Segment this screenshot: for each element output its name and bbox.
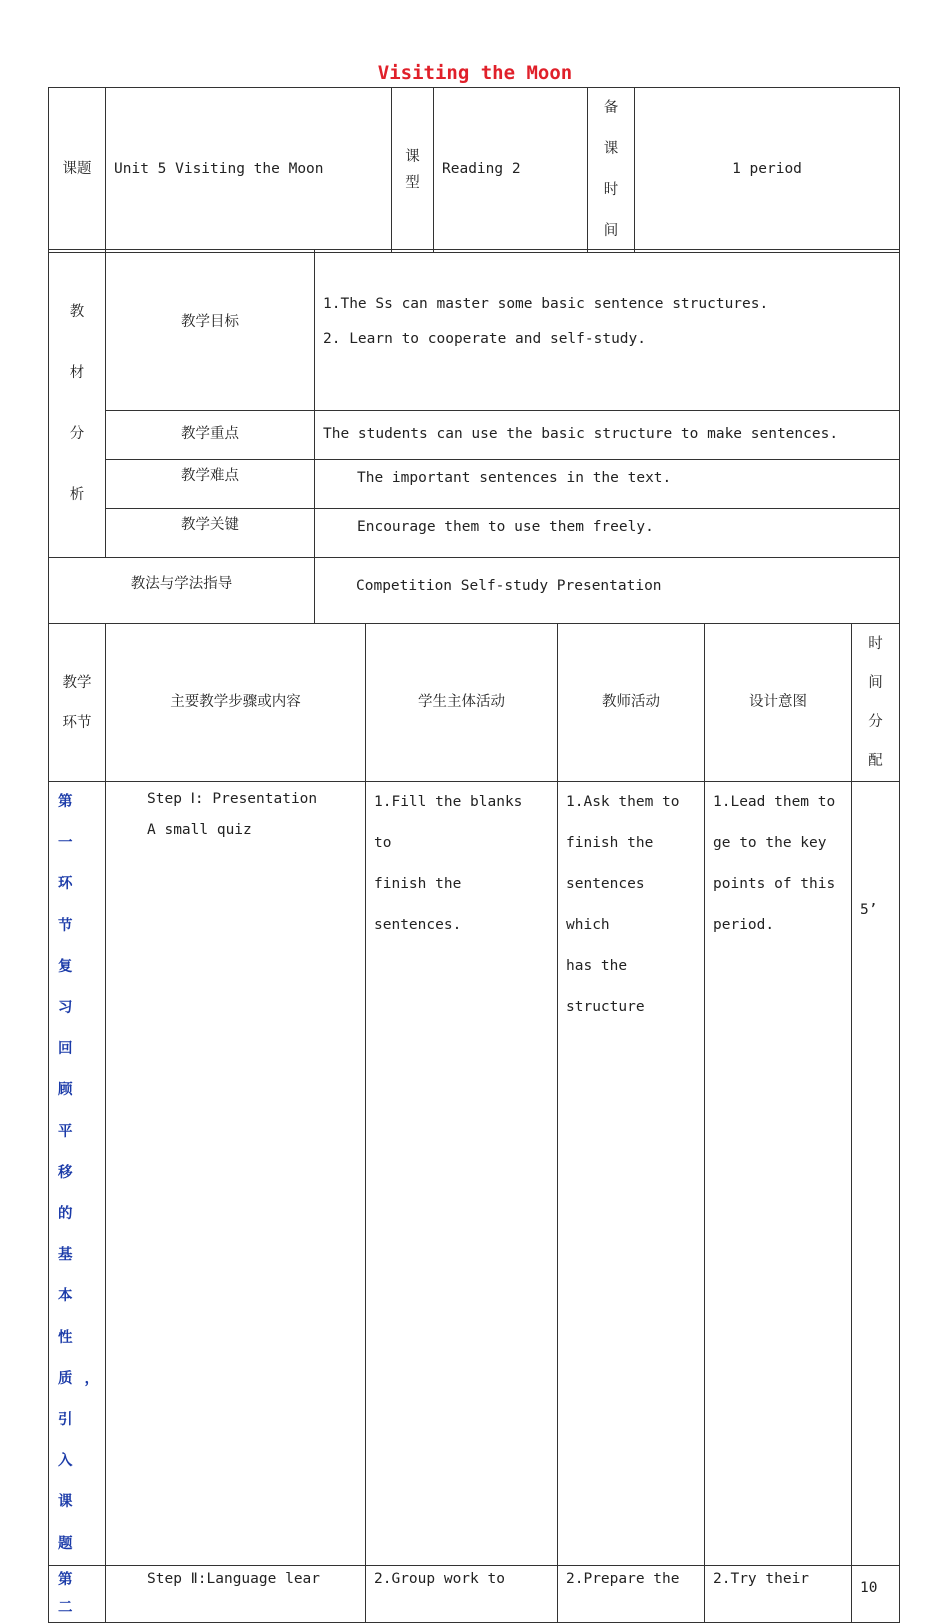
design-line: period. xyxy=(713,917,775,933)
stage-header-text: 教学环节 xyxy=(62,674,92,731)
type-label xyxy=(392,88,434,253)
difficulty-label: 教学难点 xyxy=(106,460,315,509)
prep-label-text: 备 课 时 间 xyxy=(603,100,619,239)
stage-line: 平移 xyxy=(58,1123,85,1181)
time-header xyxy=(852,624,900,782)
stage-line: 第二 xyxy=(58,1571,85,1616)
document-title: Visiting the Moon xyxy=(377,62,573,84)
design-cell-1 xyxy=(705,782,852,1566)
stage-cell-2 xyxy=(49,1565,106,1622)
design-line: points of this xyxy=(713,876,836,892)
student-line: finish the xyxy=(374,876,462,892)
teacher-cell-1 xyxy=(558,782,705,1566)
goals-label: 教学目标 xyxy=(106,250,315,411)
topic-value: Unit 5 Visiting the Moon xyxy=(106,88,392,253)
stage-line: 复习 xyxy=(58,958,85,1017)
stage-line: 环节 xyxy=(58,876,85,934)
teacher-line: finish the xyxy=(566,835,654,851)
student-line: 1.Fill the blanks to xyxy=(374,794,523,851)
stage-line: 质， xyxy=(58,1370,111,1387)
goal-1: 1.The Ss can master some basic sentence structures. xyxy=(323,296,769,312)
difficulty-value: The important sentences in the text. xyxy=(315,460,900,509)
header-table xyxy=(48,87,900,253)
analysis-table xyxy=(48,249,900,558)
methods-value: Competition Self-study Presentation xyxy=(315,558,900,624)
time-cell-1: 5’ xyxy=(852,782,900,1566)
steps-cell-1 xyxy=(106,782,366,1566)
crux-value: Encourage them to use them freely. xyxy=(315,509,900,558)
teacher-line: structure xyxy=(566,999,645,1015)
design-line: 1.Lead them to xyxy=(713,794,836,810)
student-cell-1 xyxy=(366,782,558,1566)
key-label: 教学重点 xyxy=(106,411,315,460)
steps-cell-2: Step Ⅱ:Language lear xyxy=(106,1565,366,1622)
design-cell-2: 2.Try their xyxy=(705,1565,852,1622)
teacher-line: has the xyxy=(566,958,628,974)
student-header: 学生主体活动 xyxy=(366,624,558,782)
design-header: 设计意图 xyxy=(705,624,852,782)
step-line: Step Ⅰ: Presentation xyxy=(147,791,318,807)
type-value: Reading 2 xyxy=(434,88,588,253)
student-line: sentences. xyxy=(374,917,462,933)
table-row xyxy=(49,782,900,1566)
stage-line: 回顾 xyxy=(58,1041,85,1099)
prep-value: 1 period xyxy=(635,88,900,253)
steps-header: 主要教学步骤或内容 xyxy=(106,624,366,782)
methods-table xyxy=(48,557,900,624)
student-cell-2: 2.Group work to xyxy=(366,1565,558,1622)
time-header-text: 时 间 分 配 xyxy=(868,635,883,769)
analysis-label-text: 教 材 分 析 xyxy=(69,303,85,503)
step-line: A small quiz xyxy=(147,822,252,838)
stage-header xyxy=(49,624,106,782)
stage-line: 课题 xyxy=(58,1494,85,1552)
teacher-line: 1.Ask them to xyxy=(566,794,680,810)
crux-label: 教学关键 xyxy=(106,509,315,558)
topic-label: 课题 xyxy=(49,88,106,253)
analysis-label xyxy=(49,250,106,558)
prep-label xyxy=(588,88,635,253)
stage-line: 本性 xyxy=(58,1288,85,1346)
goals-value xyxy=(315,250,900,411)
goal-2: 2. Learn to cooperate and self-study. xyxy=(323,331,647,348)
teacher-cell-2: 2.Prepare the xyxy=(558,1565,705,1622)
type-label-text: 课 型 xyxy=(405,149,420,191)
stage-line: 引入 xyxy=(58,1412,85,1470)
stage-line: 第一 xyxy=(58,794,85,852)
key-value: The students can use the basic structure to make sentences. xyxy=(315,411,900,460)
table-row xyxy=(49,1565,900,1622)
process-table xyxy=(48,623,900,1623)
time-cell-2: 10 xyxy=(852,1565,900,1622)
stage-cell-1 xyxy=(49,782,111,1566)
teacher-header: 教师活动 xyxy=(558,624,705,782)
design-line: ge to the key xyxy=(713,835,827,851)
methods-label: 教法与学法指导 xyxy=(49,558,315,624)
stage-line: 的基 xyxy=(58,1206,85,1264)
process-header-row xyxy=(49,624,900,782)
teacher-line: sentences which xyxy=(566,876,645,933)
